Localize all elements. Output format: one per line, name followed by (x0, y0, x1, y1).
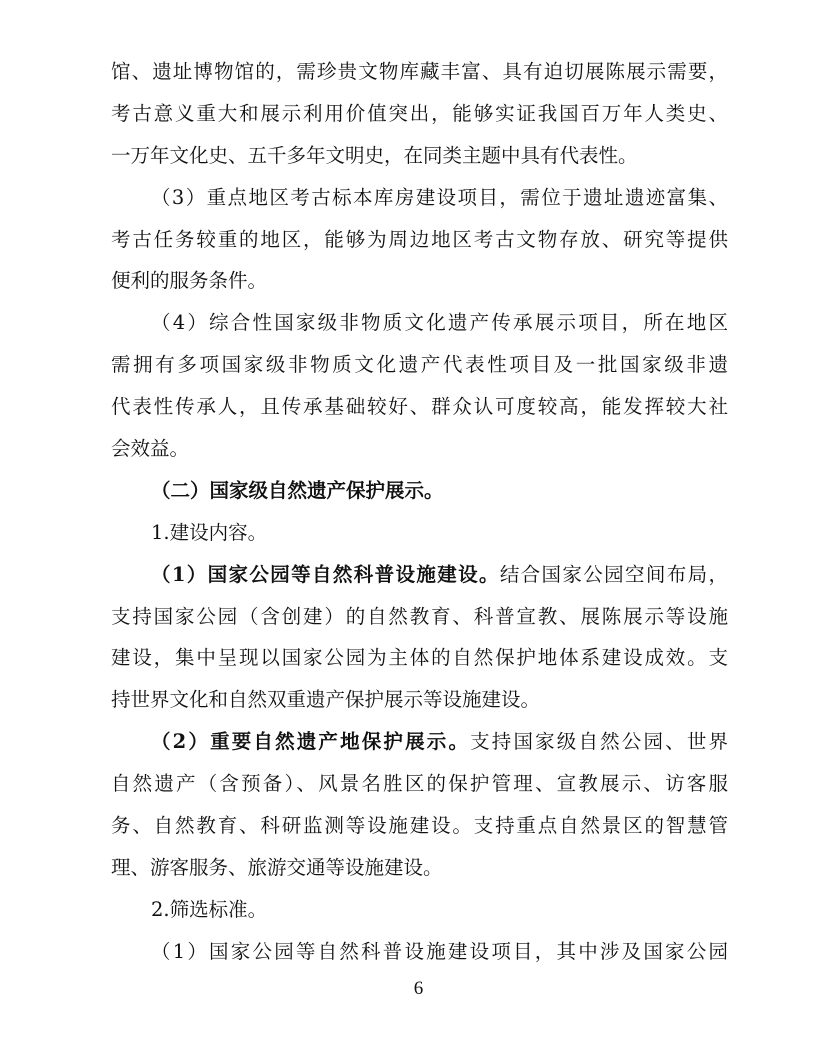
text-line: 自然遗产（含预备）、风景名胜区的保护管理、宣教展示、访客服 (111, 772, 728, 796)
subsection-heading-construction: 1.建设内容。 (151, 520, 268, 544)
text-line: 代表性传承人，且传承基础较好、群众认可度较高，能发挥较大社 (111, 395, 728, 419)
paragraph-item-4: （4）综合性国家级非物质文化遗产传承展示项目，所在地区 (151, 311, 728, 335)
paragraph-criteria-1: （1）国家公园等自然科普设施建设项目，其中涉及国家公园 (151, 939, 728, 963)
text-line: 考古任务较重的地区，能够为周边地区考古文物存放、研究等提供 (111, 227, 728, 251)
text-line: 一万年文化史、五千多年文明史，在同类主题中具有代表性。 (111, 143, 638, 167)
text-line: 理、游客服务、旅游交通等设施建设。 (111, 855, 443, 879)
paragraph-national-parks (111, 554, 728, 596)
text-line: 建设，集中呈现以国家公园为主体的自然保护地体系建设成效。支 (111, 646, 728, 670)
document-body (111, 51, 728, 973)
section-heading-natural-heritage: （二）国家级自然遗产保护展示。 (151, 478, 444, 502)
text-line: 支持国家公园（含创建）的自然教育、科普宣教、展陈展示等设施 (111, 604, 728, 628)
subsection-heading-criteria: 2.筛选标准。 (151, 897, 268, 921)
text-line: 考古意义重大和展示利用价值突出，能够实证我国百万年人类史、 (111, 101, 728, 125)
text-line: 便利的服务条件。 (111, 269, 268, 293)
text-run: 结合国家公园空间布局， (499, 562, 728, 586)
bold-lead-in: （1）国家公园等自然科普设施建设。 (151, 562, 500, 586)
bold-lead-in: （2）重要自然遗产地保护展示。 (151, 730, 471, 754)
page-number: 6 (413, 978, 424, 999)
text-run: 支持国家级自然公园、世界 (470, 730, 728, 754)
text-line: 馆、遗址博物馆的，需珍贵文物库藏丰富、具有迫切展陈展示需要， (111, 60, 728, 83)
text-line: 持世界文化和自然双重遗产保护展示等设施建设。 (111, 688, 541, 712)
paragraph-natural-heritage-sites (111, 721, 728, 763)
text-line: 需拥有多项国家级非物质文化遗产代表性项目及一批国家级非遗 (111, 353, 728, 377)
paragraph-item-3: （3）重点地区考古标本库房建设项目，需位于遗址遗迹富集、 (151, 185, 728, 209)
text-line: 务、自然教育、科研监测等设施建设。支持重点自然景区的智慧管 (111, 814, 728, 838)
text-line: 会效益。 (111, 437, 190, 461)
